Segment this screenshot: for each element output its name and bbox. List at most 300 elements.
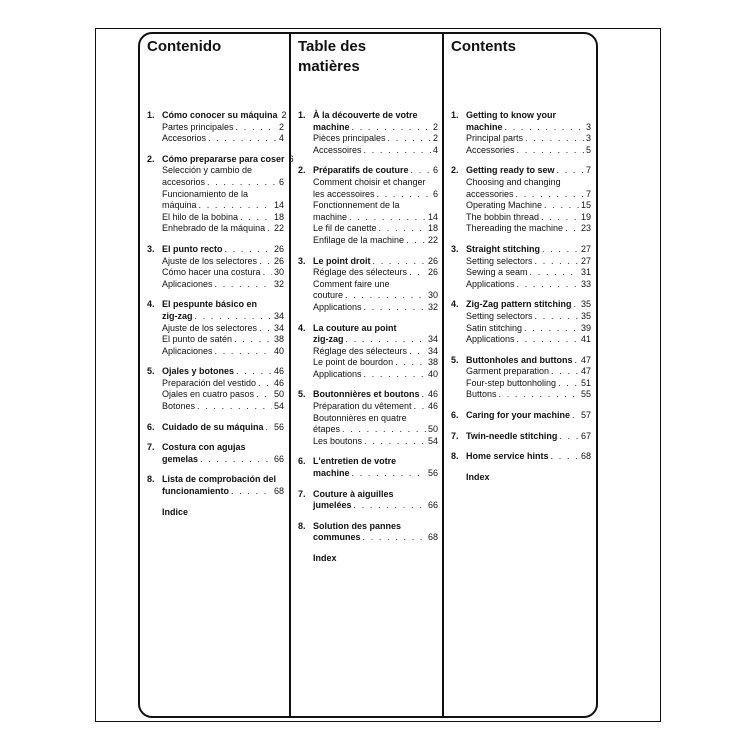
entry-page-number: 6 [288,153,294,164]
dot-leader [263,267,272,279]
toc-entry [298,279,438,291]
toc-entry [298,424,438,436]
toc-entry [451,334,591,346]
entry-label: Comment faire une [313,278,390,289]
entry-label: Solution des pannes [313,520,402,531]
entry-number: 2. [147,153,155,164]
entry-number: 4. [298,322,306,333]
entry-page-number: 6 [278,176,284,187]
dot-leader [409,267,426,279]
entry-label: machine [313,211,348,222]
entry-number: 7. [298,488,306,499]
entry-label: Le point droit [313,255,371,266]
entry-page-number: 68 [427,532,438,543]
entry-number: 5. [451,354,459,365]
toc-entry [147,507,284,519]
dot-leader [364,369,426,381]
dot-leader [542,244,579,256]
entry-label: Ojales y botones [162,366,235,377]
entry-label: Accesorios [162,133,207,144]
dot-leader [259,323,272,335]
entry-page-number: 14 [427,211,438,222]
entry-label: Setting selectors [466,255,533,266]
dot-leader [234,334,272,346]
toc-entry [451,145,591,157]
dot-leader [535,256,579,268]
entry-page-number: 19 [580,211,591,222]
dot-leader [240,212,272,224]
entry-page-number: 3 [585,121,591,132]
toc-section [298,389,438,447]
entry-page-number: 54 [427,435,438,446]
toc-entry [451,200,591,212]
dot-leader [197,401,272,413]
entry-page-number: 46 [273,366,284,377]
entry-label: Selección y cambio de [162,165,253,176]
entry-page-number: 2 [278,121,284,132]
entry-label: Enhebrado de la máquina [162,223,266,234]
dot-leader [364,145,431,157]
column-heading [147,38,284,110]
entry-page-number: 7 [585,165,591,176]
entry-label: Indice [162,506,189,517]
entry-label: Sewing a seam [466,267,528,278]
dot-leader [558,378,579,390]
toc-entry [147,256,284,268]
toc-entry [147,165,284,177]
toc-entry [298,532,438,544]
entry-label: À la découverte de votre [313,110,418,120]
dot-leader [364,436,426,448]
toc-entry [451,410,591,422]
column-divider-1 [289,33,291,717]
toc-entry [147,486,284,498]
dot-leader [530,267,579,279]
dot-leader [409,346,426,358]
entry-page-number: 56 [427,468,438,479]
entry-label: Getting to know your [466,110,556,120]
column-title: Contents [451,38,516,55]
dot-leader [551,366,579,378]
toc-entry [451,366,591,378]
entry-page-number: 47 [580,366,591,377]
toc-entry [147,422,284,434]
entry-label: Fonctionnement de la [313,200,400,211]
toc-entry [298,456,438,468]
entry-label: Setting selectors [466,310,533,321]
entry-page-number: 46 [427,401,438,412]
entry-label: Lista de comprobación del [162,474,277,485]
entry-number: 6. [451,410,459,421]
entry-page-number: 55 [580,389,591,400]
entry-label: Botones [162,401,196,412]
dot-leader [208,133,277,145]
entry-label: jumelées [313,500,352,511]
entry-page-number: 40 [427,368,438,379]
dot-leader [541,212,579,224]
entry-label: El pespunte básico en [162,299,258,310]
entry-page-number: 50 [273,389,284,400]
toc-entry [147,244,284,256]
dot-leader [574,299,579,311]
entry-page-number: 56 [273,421,284,432]
toc-entry [451,177,591,189]
toc-entry [147,212,284,224]
toc-section [451,299,591,345]
toc-entry [298,413,438,425]
toc-entry [147,323,284,335]
entry-page-number: 2 [432,121,438,132]
toc-entry [147,279,284,291]
entry-page-number: 50 [427,424,438,435]
dot-leader [215,346,272,358]
entry-label: El hilo de la bobina [162,211,239,222]
entry-page-number: 66 [427,500,438,511]
entry-page-number: 34 [427,345,438,356]
entry-label: El punto de satén [162,334,233,345]
entry-label: Preparación del vestido [162,377,257,388]
entry-page-number: 27 [580,243,591,254]
toc-entry [298,323,438,335]
toc-entry [298,212,438,224]
dot-leader [199,200,272,212]
dot-leader [195,311,272,323]
entry-page-number: 68 [273,486,284,497]
entry-number: 4. [147,299,155,310]
entry-label: L'entretien de votre [313,456,397,467]
toc-entry [298,553,438,565]
entry-label: The bobbin thread [466,211,540,222]
column-title: matières [298,58,360,75]
entry-page-number: 6 [432,165,438,176]
entry-page-number: 18 [273,211,284,222]
column-spanish [147,36,294,527]
toc-section [451,355,591,401]
entry-label: Garment preparation [466,366,550,377]
entry-label: Le fil de canette [313,223,377,234]
toc-entry [451,256,591,268]
toc-entry [298,489,438,501]
entry-page-number: 22 [427,234,438,245]
entry-number: 8. [147,474,155,485]
entry-label: Applications [466,334,515,345]
toc-section [451,410,591,422]
entry-label: El punto recto [162,243,223,254]
entry-number: 4. [451,299,459,310]
toc-section [451,451,591,463]
dot-leader [535,311,579,323]
toc-entry [298,189,438,201]
entry-page-number: 54 [273,401,284,412]
entry-label: Réglage des sélecteurs [313,345,408,356]
dot-leader [352,468,426,480]
entry-page-number: 67 [580,430,591,441]
entry-label: Getting ready to sew [466,165,555,176]
entry-page-number: 4 [278,133,284,144]
toc-section [451,472,591,484]
dot-leader [524,323,579,335]
entry-page-number: 23 [580,223,591,234]
entry-label: máquina [162,200,197,211]
dot-leader [267,223,272,235]
toc-entry [298,267,438,279]
toc-entry [298,165,438,177]
toc-entry [147,299,284,311]
toc-entry [147,223,284,235]
entry-page-number: 2 [432,133,438,144]
entry-page-number: 7 [585,188,591,199]
entry-page-number: 15 [580,200,591,211]
toc-entry [298,177,438,189]
entry-label: Boutonnières et boutons [313,389,420,400]
dot-leader [377,189,431,201]
entry-page-number: 18 [427,223,438,234]
entry-number: 1. [451,110,459,120]
entry-label: zig-zag [162,310,193,321]
toc-entry [451,299,591,311]
toc-entry [147,177,284,189]
entry-label: Costura con agujas [162,442,246,453]
dot-leader [200,454,272,466]
entry-label: Applications [313,301,362,312]
entry-number: 7. [451,430,459,441]
toc-section [298,456,438,479]
entry-label: machine [313,468,350,479]
toc-entry [298,357,438,369]
dot-leader [349,212,426,224]
dot-leader [373,256,426,268]
entry-label: Funcionamiento de la [162,188,249,199]
entry-label: Caring for your machine [466,410,571,421]
entry-page-number: 26 [273,255,284,266]
toc-entry [451,378,591,390]
toc-section [147,299,284,357]
dot-leader [236,122,277,134]
entry-page-number: 40 [273,345,284,356]
toc-entry [147,133,284,145]
column-divider-2 [442,33,444,717]
toc-entry [298,500,438,512]
entry-label: accessories [466,188,514,199]
entry-label: Choosing and changing [466,176,561,187]
toc-entry [451,110,591,122]
entry-page-number: 38 [427,357,438,368]
entry-label: Operating Machine [466,200,543,211]
entry-label: Pièces principales [313,133,386,144]
toc-entry [451,133,591,145]
column-title: Table des [298,38,367,55]
toc-entry [298,145,438,157]
entry-label: Buttonholes and buttons [466,354,573,365]
toc-entry [147,346,284,358]
entry-page-number: 34 [273,322,284,333]
toc-entry [298,200,438,212]
entry-number: 3. [451,243,459,254]
entry-page-number: 22 [273,223,284,234]
entry-label: Comment choisir et changer [313,176,426,187]
entry-page-number: 39 [580,322,591,333]
entry-label: Couture à aiguilles [313,488,394,499]
entry-label: Boutonnières en quatre [313,412,407,423]
toc-entry [298,290,438,302]
dot-leader [422,389,426,401]
toc-section [298,165,438,246]
entry-page-number: 46 [427,389,438,400]
toc-entry [451,279,591,291]
entry-page-number: 38 [273,334,284,345]
toc-entry [147,110,287,122]
toc-section [147,507,284,519]
toc-entry [298,436,438,448]
dot-leader [505,122,584,134]
column-title: Contenido [147,38,222,55]
entry-page-number: 68 [580,451,591,462]
toc-entry [298,122,438,134]
entry-number: 6. [147,421,155,432]
dot-leader [559,431,579,443]
entry-page-number: 27 [580,255,591,266]
dot-leader [574,355,579,367]
dot-leader [258,378,272,390]
toc-entry [147,153,294,166]
entry-label: Le point de bourdon [313,357,394,368]
entry-page-number: 66 [273,453,284,464]
dot-leader [256,389,272,401]
toc-entry [147,366,284,378]
entry-label: Twin-needle stitching [466,430,558,441]
dot-leader [411,165,431,177]
entry-label: Aplicaciones [162,278,213,289]
entry-page-number: 26 [427,255,438,266]
toc-entry [147,200,284,212]
entry-number: 3. [147,243,155,254]
entry-page-number: 6 [432,188,438,199]
toc-entry [451,389,591,401]
dot-leader [266,422,272,434]
entry-label: accesorios [162,176,206,187]
entry-number: 5. [298,389,306,400]
entry-label: Four-step buttonholing [466,377,557,388]
entry-label: Thereading the machine [466,223,564,234]
toc-entry [451,122,591,134]
column-heading [298,38,438,110]
entry-label: Préparatifs de couture [313,165,409,176]
toc-entry [298,521,438,533]
toc-entry [298,346,438,358]
entry-label: Ajuste de los selectores [162,255,258,266]
toc-section [147,110,287,145]
dot-leader [236,366,272,378]
toc-section [298,553,438,565]
toc-entry [451,472,591,484]
dot-leader [517,334,579,346]
toc-entry [147,189,284,201]
toc-section [147,153,294,235]
toc-section [147,422,284,434]
entry-label: Straight stitching [466,243,540,254]
entry-page-number: 35 [580,310,591,321]
dot-leader [388,133,431,145]
toc-entry [147,389,284,401]
toc-entry [147,401,284,413]
entry-label: Partes principales [162,121,234,132]
entry-page-number: 26 [427,267,438,278]
toc-entry [451,267,591,279]
entry-label: Cuidado de su máquina [162,421,264,432]
entry-page-number: 34 [427,334,438,345]
toc-entry [147,311,284,323]
entry-page-number: 32 [273,278,284,289]
toc-entry [298,389,438,401]
entry-label: gemelas [162,453,199,464]
toc-section [147,366,284,412]
dot-leader [345,290,426,302]
dot-leader [406,235,426,247]
toc-entry [298,223,438,235]
toc-entry [298,369,438,381]
entry-number: 2. [451,165,459,176]
toc-entry [147,378,284,390]
entry-label: Zig-Zag pattern stitching [466,299,572,310]
toc-entry [451,244,591,256]
dot-leader [414,401,426,413]
toc-section [451,165,591,235]
entry-page-number: 2 [281,110,287,120]
entry-label: les accessoires [313,188,375,199]
entry-label: Enfilage de la machine [313,234,405,245]
entry-page-number: 30 [427,290,438,301]
dot-leader [354,500,426,512]
toc-entry [451,355,591,367]
toc-entry [451,323,591,335]
entry-label: machine [466,121,503,132]
entry-number: 2. [298,165,306,176]
toc-entry [147,267,284,279]
entry-label: communes [313,532,361,543]
dot-leader [215,279,272,291]
entry-number: 7. [147,442,155,453]
entry-label: Index [466,471,490,482]
dot-leader [342,424,426,436]
entry-page-number: 31 [580,267,591,278]
entry-label: Principal parts [466,133,524,144]
toc-entry [451,212,591,224]
dot-leader [565,223,579,235]
dot-leader [557,165,584,177]
toc-section [451,244,591,290]
dot-leader [364,302,426,314]
toc-section [451,110,591,156]
entry-label: funcionamiento [162,486,229,497]
dot-leader [379,223,426,235]
entry-label: Accessoires [313,144,362,155]
toc-entry [298,235,438,247]
toc-entry [298,401,438,413]
toc-entry [147,122,284,134]
toc-entry [451,165,591,177]
entry-label: Index [313,553,337,563]
toc-section [147,244,284,290]
entry-label: Cómo prepararse para coser [162,153,285,164]
entry-label: Ojales en cuatro pasos [162,389,255,400]
toc-section [147,474,284,497]
entry-label: Accessories [466,144,515,155]
entry-label: Préparation du vêtement [313,401,412,412]
entry-page-number: 5 [585,144,591,155]
entry-page-number: 33 [580,278,591,289]
column-heading [451,38,591,110]
dot-leader [231,486,272,498]
